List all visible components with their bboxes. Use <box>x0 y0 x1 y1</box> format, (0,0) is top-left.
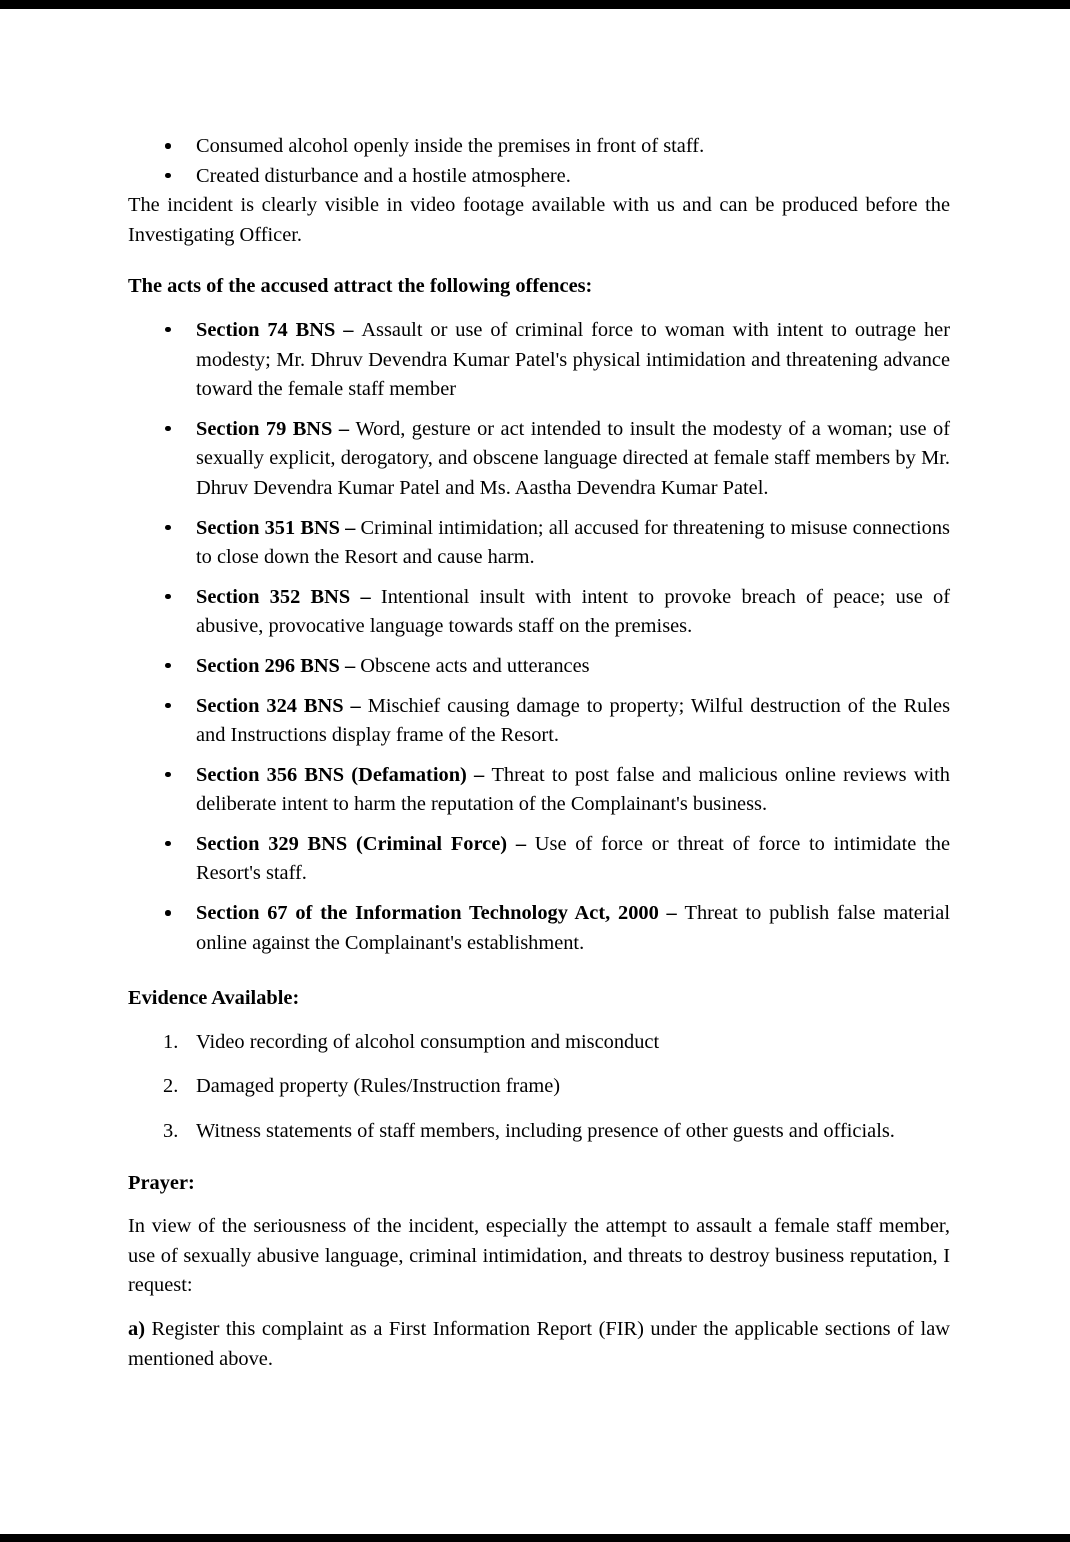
offence-description: Word, gesture or act intended to insult the modesty of a woman; use of sexually explicit, derogatory, and obscene language directed at female staff members by Mr. Dhruv Devendra Kumar Patel and Ms. Aastha Devendra Kumar Patel. <box>196 417 950 499</box>
evidence-item-text: Video recording of alcohol consumption and misconduct <box>196 1030 660 1053</box>
list-item <box>128 1117 950 1147</box>
list-item <box>128 1072 950 1102</box>
evidence-item-text: Damaged property (Rules/Instruction frame) <box>196 1075 561 1098</box>
offence-description: Assault or use of criminal force to woman with intent to outrage her modesty; Mr. Dhruv Devendra Kumar Patel's physical intimidation and threatening advance toward the female staff member <box>196 318 950 401</box>
intro-bullet-text: Created disturbance and a hostile atmosphere. <box>196 164 571 187</box>
offence-section-label: Section 74 BNS <box>196 318 336 341</box>
list-item <box>128 761 950 820</box>
page-bottom-edge-bar <box>0 1534 1070 1542</box>
page-top-edge-bar <box>0 0 1070 9</box>
offence-section-label: Section 352 BNS <box>196 585 351 608</box>
offence-description: Threat to publish false material online against the Complainant's establishment. <box>196 902 951 954</box>
list-item <box>128 652 950 682</box>
intro-paragraph: The incident is clearly visible in video footage available with us and can be produced before the Investigating Officer. <box>128 194 950 246</box>
spacer <box>128 1014 950 1028</box>
offence-section-label: Section 351 BNS <box>196 516 341 539</box>
list-item <box>128 132 950 162</box>
offence-dash: – <box>340 516 361 539</box>
list-item <box>128 830 950 889</box>
offence-dash: – <box>658 902 685 925</box>
offences-list <box>128 316 950 958</box>
prayer-paragraph: In view of the seriousness of the incident, especially the attempt to assault a female staff member, use of sexually abusive language, criminal intimidation, and threats to destroy business reputation, I request: <box>128 1215 950 1297</box>
list-item <box>128 1028 950 1058</box>
spacer <box>128 250 950 272</box>
offence-description: Mischief causing damage to property; Wilful destruction of the Rules and Instructions display frame of the Resort. <box>196 694 951 747</box>
evidence-item-text: Witness statements of staff members, including presence of other guests and officials. <box>196 1120 895 1143</box>
offence-description: Criminal intimidation; all accused for threatening to misuse connections to close down the Resort and cause harm. <box>196 516 950 569</box>
offence-description: Threat to post false and malicious online reviews with deliberate intent to harm the reputation of the Complainant's business. <box>196 763 950 816</box>
offence-section-label: Section 356 BNS (Defamation) <box>196 763 467 786</box>
list-item <box>128 514 950 573</box>
evidence-list <box>128 1028 950 1147</box>
offence-dash: – <box>343 694 368 717</box>
list-item <box>128 415 950 504</box>
offence-section-label: Section 67 of the Information Technology Act, 2000 <box>196 902 659 925</box>
offence-dash: – <box>332 417 356 440</box>
spacer <box>128 1198 950 1212</box>
list-item <box>128 899 950 958</box>
offence-dash: – <box>507 832 535 855</box>
intro-bullet-text: Consumed alcohol openly inside the premises in front of staff. <box>196 135 705 157</box>
offence-description: Use of force or threat of force to intimidate the Resort's staff. <box>196 832 950 885</box>
offence-section-label: Section 296 BNS <box>196 654 340 677</box>
offence-section-label: Section 329 BNS (Criminal Force) <box>196 832 508 855</box>
intro-bullet-list <box>128 132 950 191</box>
offences-heading: The acts of the accused attract the following offences: <box>128 275 593 298</box>
offence-dash: – <box>466 763 492 786</box>
evidence-heading: Evidence Available: <box>128 987 300 1010</box>
list-item <box>128 692 950 751</box>
offence-section-label: Section 324 BNS <box>196 694 344 717</box>
list-item <box>128 162 950 192</box>
prayer-item-a <box>128 1315 950 1374</box>
prayer-item-a-label: a) <box>128 1318 145 1340</box>
spacer <box>128 1301 950 1315</box>
prayer-item-a-text: Register this complaint as a First Information Report (FIR) under the applicable sections of law mentioned above. <box>128 1318 950 1370</box>
prayer-heading: Prayer: <box>128 1171 195 1194</box>
spacer <box>128 302 950 316</box>
spacer <box>128 1147 950 1169</box>
offence-dash: – <box>339 654 361 677</box>
offence-dash: – <box>335 318 362 341</box>
list-item <box>128 316 950 405</box>
offence-description: Obscene acts and utterances <box>360 654 590 677</box>
offence-dash: – <box>350 585 381 608</box>
offence-description: Intentional insult with intent to provoke breach of peace; use of abusive, provocative language towards staff on the premises. <box>196 585 950 638</box>
list-item <box>128 583 950 642</box>
spacer <box>128 958 950 984</box>
page-content <box>128 132 950 1374</box>
offence-section-label: Section 79 BNS <box>196 417 333 440</box>
